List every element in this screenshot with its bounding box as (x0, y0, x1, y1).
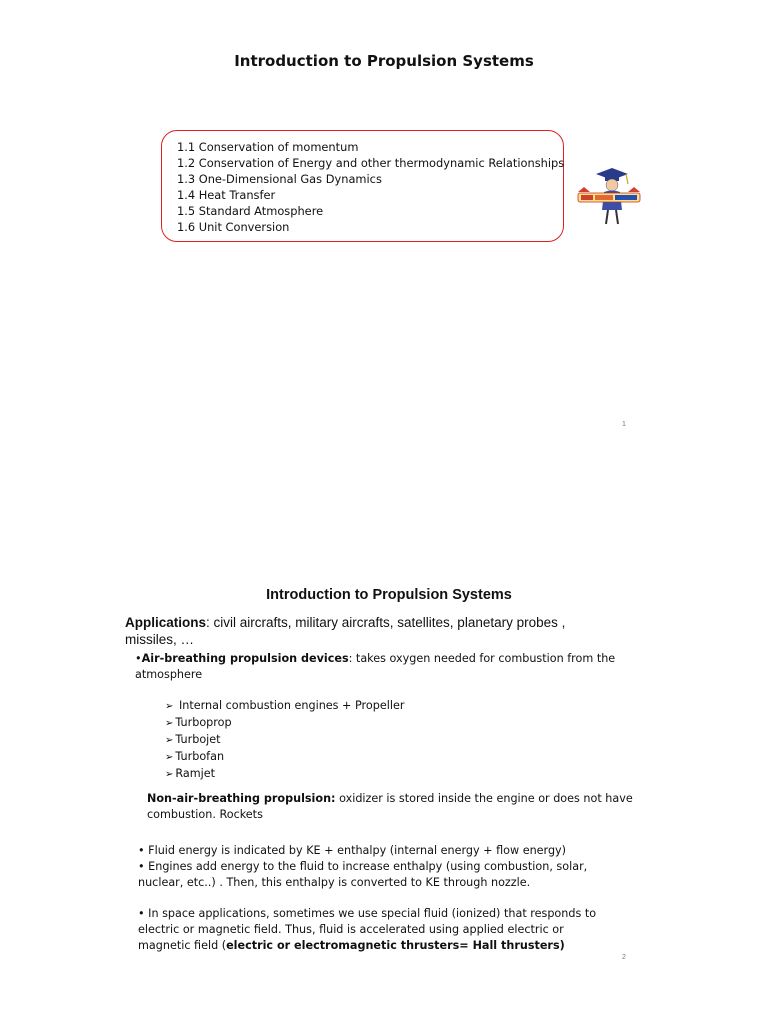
airbreathing-label: Air-breathing propulsion devices (141, 652, 349, 665)
nonair-paragraph (138, 791, 637, 823)
list-item: ➢ Ramjet (165, 767, 216, 780)
space-text: • In space applications, sometimes we use special fluid (ionized) that responds to electric or magnetic field. Thus, fluid is accelerated using applied electric or magnetic field ( (138, 907, 597, 952)
fluid-bullet: • Fluid energy is indicated by KE + enthalpy (internal energy + flow energy) (138, 844, 567, 857)
applications-label: Applications (125, 615, 207, 630)
list-item: ➢ Turbojet (165, 733, 221, 746)
fluid-bullet: • Engines add energy to the fluid to increase enthalpy (using combustion, solar, nuclear, etc..) . Then, this enthalpy is converted to KE through nozzle. (138, 860, 588, 889)
arrow-bullet-icon: ➢ (165, 752, 174, 763)
toc-item: 1.6 Unit Conversion (177, 220, 290, 234)
bullet: • (135, 652, 142, 665)
arrow-bullet-icon: ➢ (165, 735, 174, 746)
airbreathing-text: : takes oxygen needed for combustion from the atmosphere (135, 652, 616, 681)
list-item: ➢ Turboprop (165, 716, 232, 729)
arrow-bullet-icon: ➢ (165, 769, 174, 780)
applications-text: : civil aircrafts, military aircrafts, satellites, planetary probes , missiles, … (125, 615, 566, 647)
fluid-energy-paragraph (138, 843, 608, 891)
arrow-bullet-icon: ➢ (165, 701, 174, 712)
space-applications-paragraph (138, 906, 608, 954)
arrow-bullet-icon: ➢ (165, 718, 174, 729)
graduate-mascot-logo (576, 166, 642, 226)
table-of-contents (161, 130, 564, 242)
nonair-label: Non-air-breathing propulsion: (147, 792, 336, 805)
toc-item: 1.1 Conservation of momentum (177, 140, 359, 154)
slide-2-title: Introduction to Propulsion Systems (266, 587, 512, 603)
engine-list (165, 698, 404, 783)
nonair-text: oxidizer is stored inside the engine or does not have combustion. Rockets (147, 792, 633, 821)
toc-item: 1.2 Conservation of Energy and other thermodynamic Relationships (177, 156, 565, 170)
slide-1-title: Introduction to Propulsion Systems (234, 52, 534, 70)
airbreathing-paragraph (135, 651, 625, 683)
page-number: 2 (622, 954, 626, 961)
toc-item: 1.3 One-Dimensional Gas Dynamics (177, 172, 382, 186)
space-bold-text: electric or electromagnetic thrusters= Hall thrusters) (226, 939, 565, 952)
page-number: 1 (622, 421, 626, 428)
applications-paragraph (125, 614, 605, 648)
list-item: ➢ Internal combustion engines + Propeller (165, 699, 405, 712)
slide-2 (0, 540, 768, 1024)
toc-item: 1.4 Heat Transfer (177, 188, 276, 202)
toc-item: 1.5 Standard Atmosphere (177, 204, 324, 218)
list-item: ➢ Turbofan (165, 750, 225, 763)
